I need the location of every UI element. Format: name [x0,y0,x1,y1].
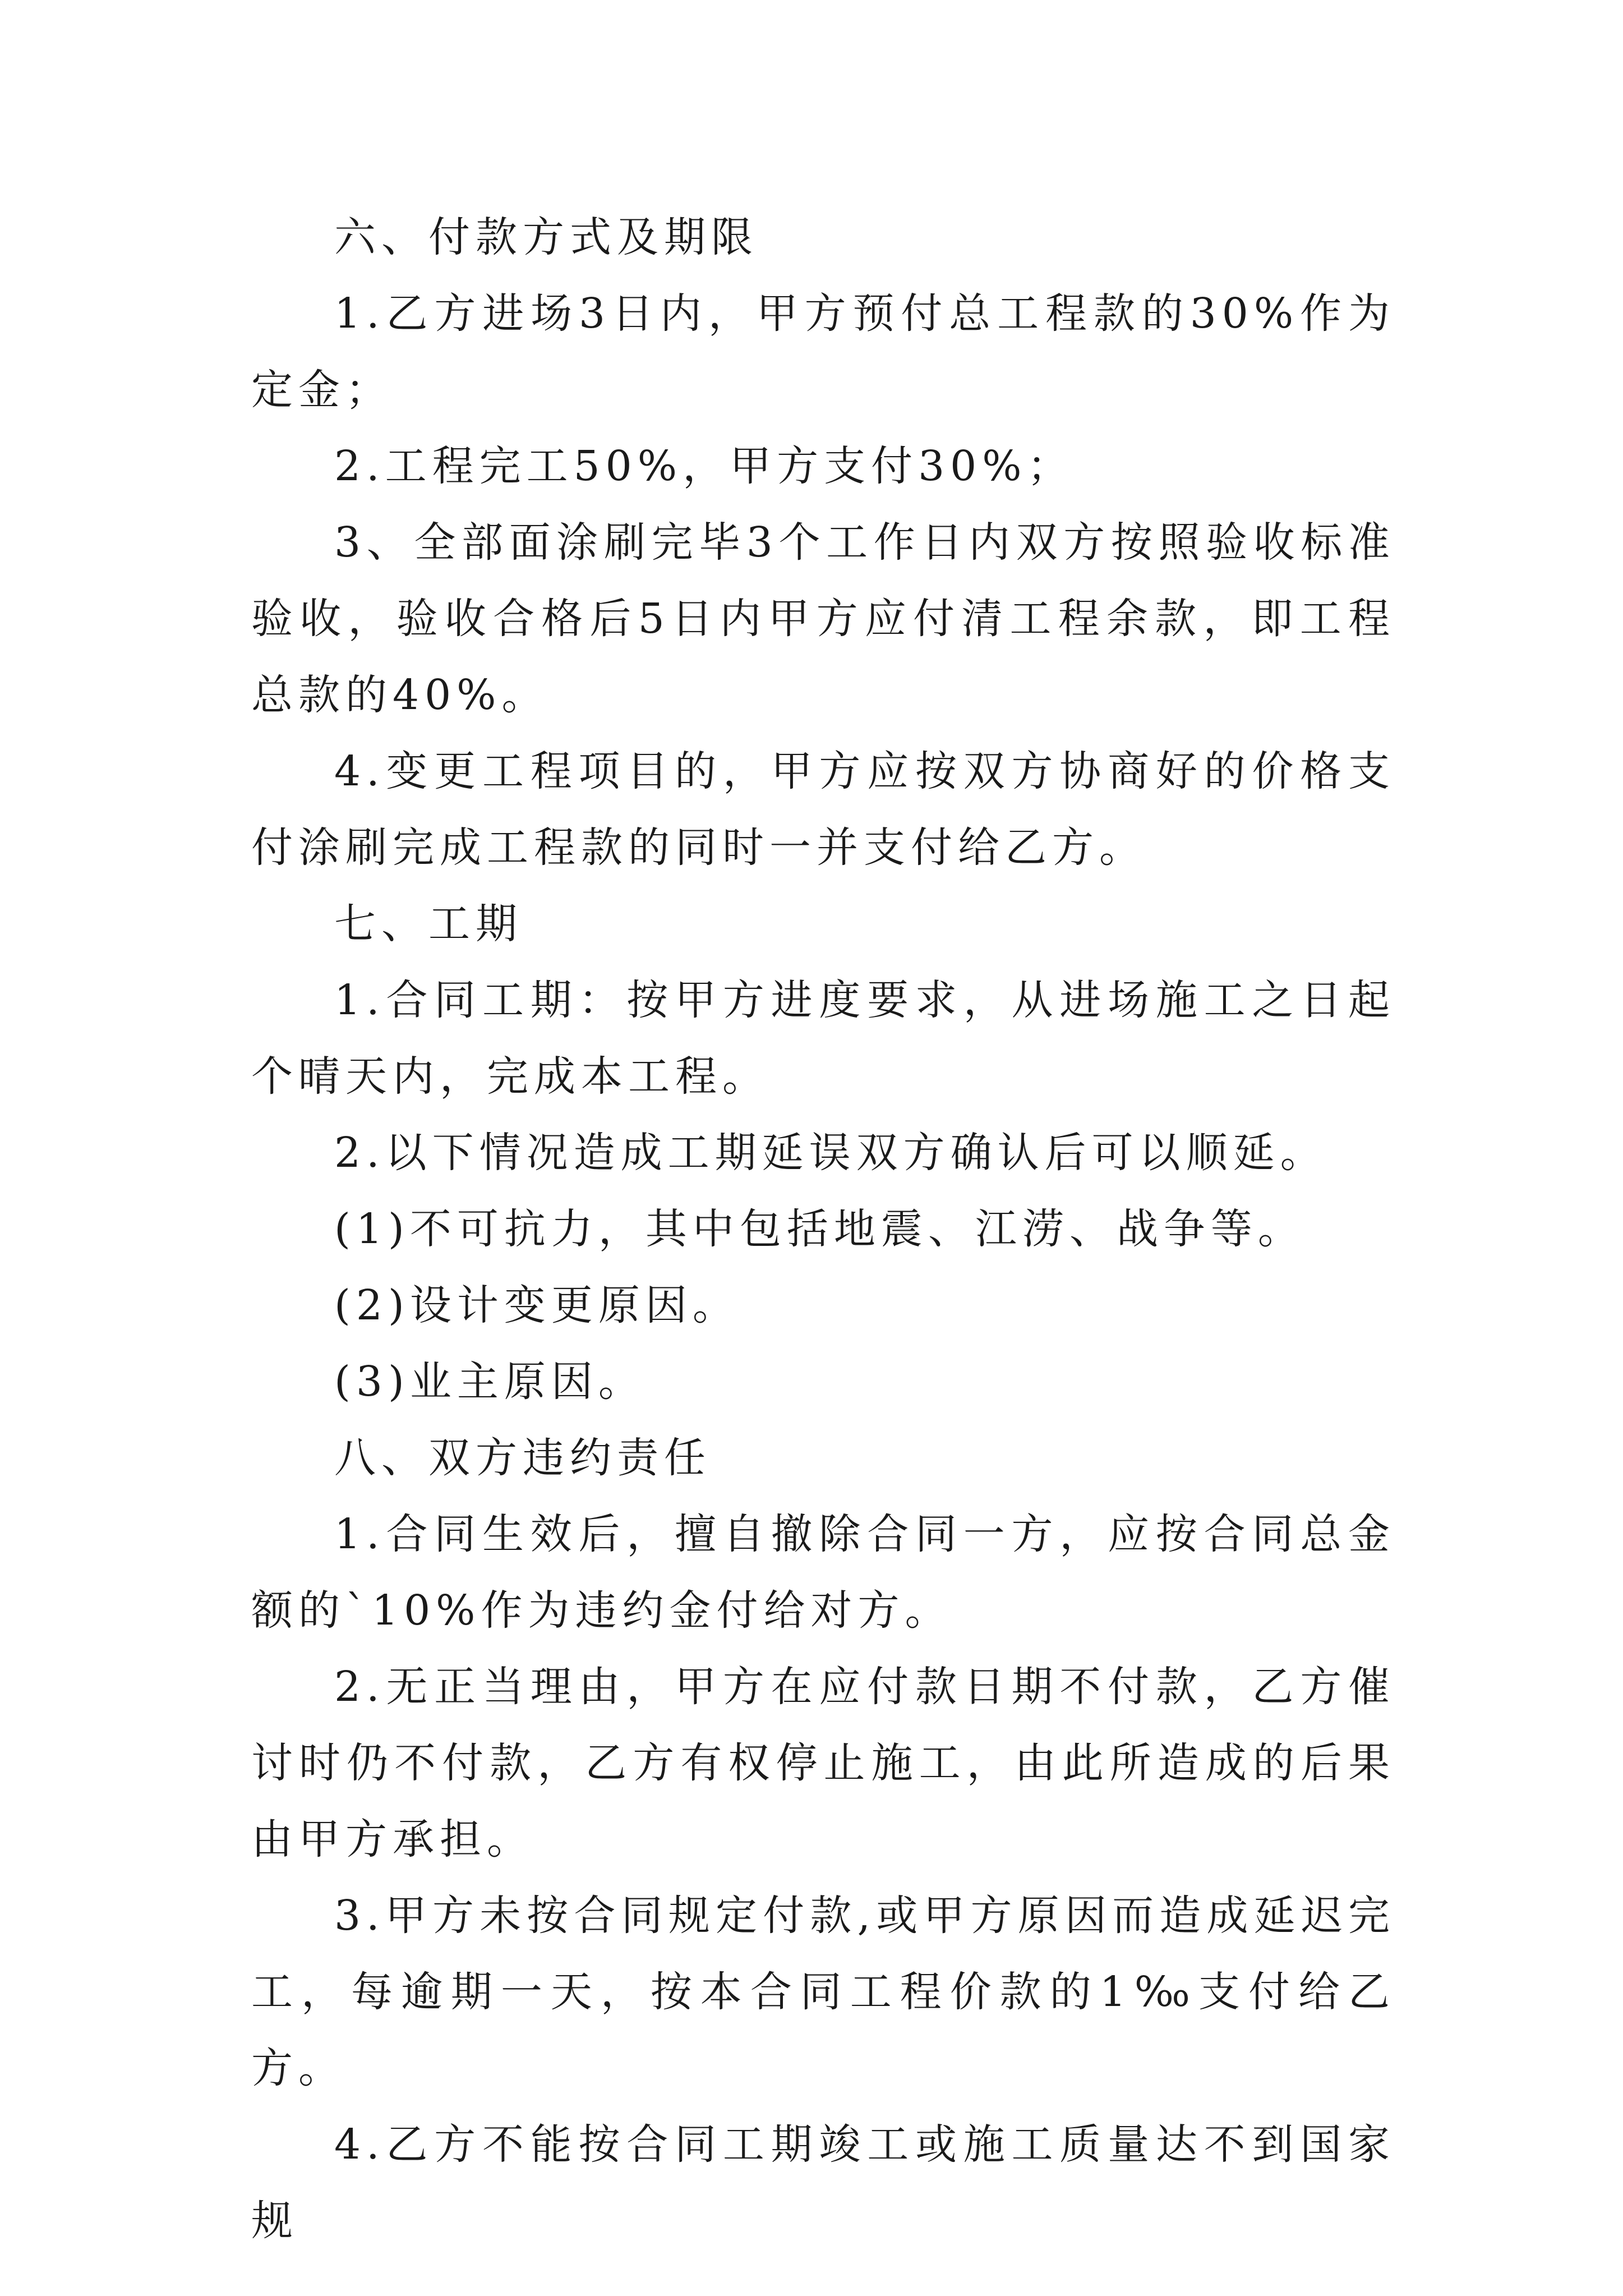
section-heading-payment: 六、付款方式及期限 [334,213,758,261]
paragraph: 2.工程完工50%，甲方支付30%； [334,442,1075,490]
paragraph: 4.变更工程项目的，甲方应按双方协商好的价格支付涂刷完成工程款的同时一并支付给乙方。 [251,747,1395,872]
paragraph: 3、全部面涂刷完毕3个工作日内双方按照验收标准验收，验收合格后5日内甲方应付清工程余款，即工程总款的40%。 [251,518,1395,719]
paragraph: 4.乙方不能按合同工期竣工或施工质量达不到国家规 [251,2120,1395,2245]
contract-text [251,199,1395,2259]
section-heading-liability: 八、双方违约责任 [334,1434,711,1482]
section-heading-schedule: 七、工期 [334,900,523,948]
paragraph: 3.甲方未按合同规定付款,或甲方原因而造成延迟完工，每逾期一天，按本合同工程价款的1‰支付给乙方。 [251,1892,1395,2092]
paragraph: 1.合同工期：按甲方进度要求，从进场施工之日起个晴天内，完成本工程。 [251,976,1395,1101]
paragraph: 1.乙方进场3日内，甲方预付总工程款的30%作为定金； [251,289,1395,414]
paragraph: (3)业主原因。 [334,1358,645,1406]
paragraph: 2.以下情况造成工期延误双方确认后可以顺延。 [334,1129,1327,1177]
paragraph: (1)不可抗力，其中包括地震、江涝、战争等。 [334,1205,1305,1253]
paragraph: 1.合同生效后，擅自撤除合同一方，应按合同总金额的`10%作为违约金付给对方。 [251,1510,1395,1635]
paragraph: 2.无正当理由，甲方在应付款日期不付款，乙方催讨时仍不付款，乙方有权停止施工，由此所造成的后果由甲方承担。 [251,1663,1395,1864]
paragraph: (2)设计变更原因。 [334,1281,740,1329]
